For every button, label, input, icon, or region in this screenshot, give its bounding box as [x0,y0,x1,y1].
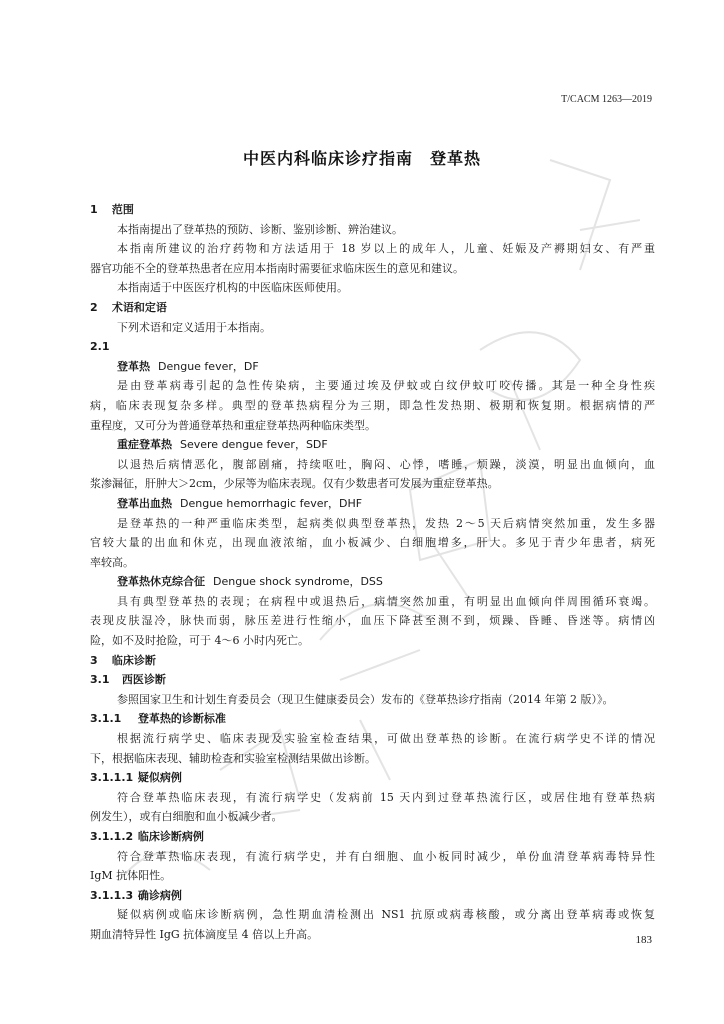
section-heading-3-1-1 [90,709,655,729]
page-title: 中医内科临床诊疗指南 登革热 [242,149,481,168]
term-en: Dengue hemorrhagic fever，DHF [180,496,363,510]
section-title: 西医诊断 [121,673,166,687]
paragraph-line: 本指南所建议的治疗药物和方法适用于 18 岁以上的成年人，儿童、妊娠及产褥期妇女、有严重 [117,242,655,256]
section-heading-1 [90,200,655,220]
section-heading-3-1-1-1 [90,768,655,788]
paragraph: 本指南提出了登革热的预防、诊断、鉴别诊断、辨治建议。 [117,222,403,236]
section-heading-3-1 [90,670,655,690]
paragraph-line: 是登革热的一种严重临床类型，起病类似典型登革热，发热 2～5 天后病情突然加重，发生多器 [117,516,655,530]
paragraph-line: 根据流行病学史、临床表现及实验室检查结果，可做出登革热的诊断。在流行病学史不详的情况 [117,732,655,746]
section-heading-2-1 [90,337,655,357]
paragraph-line: 险，如不及时抢险，可于 4～6 小时内死亡。 [90,634,309,648]
section-number: 3.1.1 [90,712,122,726]
term-en: Severe dengue fever，SDF [180,438,328,452]
section-heading-3-1-1-2 [90,827,655,847]
paragraph-line: 重程度，又可分为普通登革热和重症登革热两种临床类型。 [90,418,376,432]
paragraph-line: 以退热后病情恶化，腹部剧痛，持续呕吐，胸闷、心悸，嗜睡，烦躁，淡漠，明显出血倾向，血 [117,457,655,471]
paragraph-line: 官较大量的出血和休克，出现血液浓缩，血小板减少、白细胞增多，肝大。多见于青少年患者，病死 [90,536,655,550]
term-heading [90,572,655,592]
section-number: 3.1.1.3 [90,888,134,902]
term-cn: 登革出血热 [117,496,172,510]
section-number: 3.1.1.1 [90,771,134,785]
term-en: Dengue fever，DF [158,359,259,373]
paragraph-line: 符合登革热临床表现，有流行病学史（发病前 15 天内到过登革热流行区，或居住地有登革热病 [117,790,655,804]
section-number: 3.1 [90,673,110,687]
section-heading-3 [90,651,655,671]
standard-code: T/CACM 1263—2019 [561,94,652,105]
paragraph-line: 浆渗漏征，肝肿大＞2cm，少尿等为临床表现。仅有少数患者可发展为重症登革热。 [90,477,499,491]
section-heading-3-1-1-3 [90,886,655,906]
section-title: 疑似病例 [137,771,182,785]
section-number: 2.1 [90,340,110,354]
term-cn: 登革热休克综合征 [117,575,205,589]
paragraph-line: 下，根据临床表现、辅助检查和实验室检测结果做出诊断。 [90,751,376,765]
section-title: 临床诊断 [111,653,156,667]
paragraph-line: 疑似病例或临床诊断病例，急性期血清检测出 NS1 抗原或病毒核酸，或分离出登革病毒或恢复 [117,908,655,922]
term-cn: 登革热 [117,359,150,373]
section-title: 临床诊断病例 [137,830,204,843]
document-body [90,200,655,945]
section-number: 1 [90,203,98,216]
paragraph: 下列术语和定义适用于本指南。 [117,320,271,334]
paragraph-line: 是由登革病毒引起的急性传染病，主要通过埃及伊蚊或白纹伊蚊叮咬传播。其是一种全身性疾 [117,379,655,393]
paragraph: 参照国家卫生和计划生育委员会（现卫生健康委员会）发布的《登革热诊疗指南（2014 年第 2 版）》。 [117,692,614,706]
section-number: 3 [90,653,98,667]
term-heading [90,357,655,377]
paragraph-line: 例发生），或有白细胞和血小板减少者。 [90,810,283,824]
section-title: 术语和定语 [111,300,167,314]
paragraph-line: 表现皮肤湿冷，脉快而弱，脉压差进行性缩小，血压下降甚至测不到，烦躁、昏睡、昏迷等。病情凶 [90,614,655,628]
term-heading [90,435,655,455]
section-title: 登革热的诊断标准 [137,712,226,726]
page-number: 183 [635,934,652,946]
term-en: Dengue shock syndrome，DSS [213,575,383,589]
section-number: 3.1.1.2 [90,830,134,843]
paragraph-line: 病，临床表现复杂多样。典型的登革热病程分为三期，即急性发热期、极期和恢复期。根据病情的严 [90,398,655,412]
paragraph-line: 率较高。 [90,555,134,569]
term-cn: 重症登革热 [117,438,172,452]
paragraph-line: 期血清特异性 IgG 抗体滴度呈 4 倍以上升高。 [90,927,319,941]
paragraph-line: IgM 抗体阳性。 [90,869,172,883]
section-title: 确诊病例 [137,888,182,902]
section-title: 范围 [111,203,134,216]
term-heading [90,494,655,514]
paragraph-line: 符合登革热临床表现，有流行病学史，并有白细胞、血小板同时减少，单份血清登革病毒特异性 [117,849,655,863]
section-heading-2 [90,298,655,318]
paragraph-line: 器官功能不全的登革热患者在应用本指南时需要征求临床医生的意见和建议。 [90,261,464,275]
paragraph: 本指南适于中医医疗机构的中医临床医师使用。 [117,281,348,295]
paragraph-line: 具有典型登革热的表现；在病程中或退热后，病情突然加重，有明显出血倾向伴周围循环衰竭。 [117,594,655,608]
section-number: 2 [90,300,98,314]
